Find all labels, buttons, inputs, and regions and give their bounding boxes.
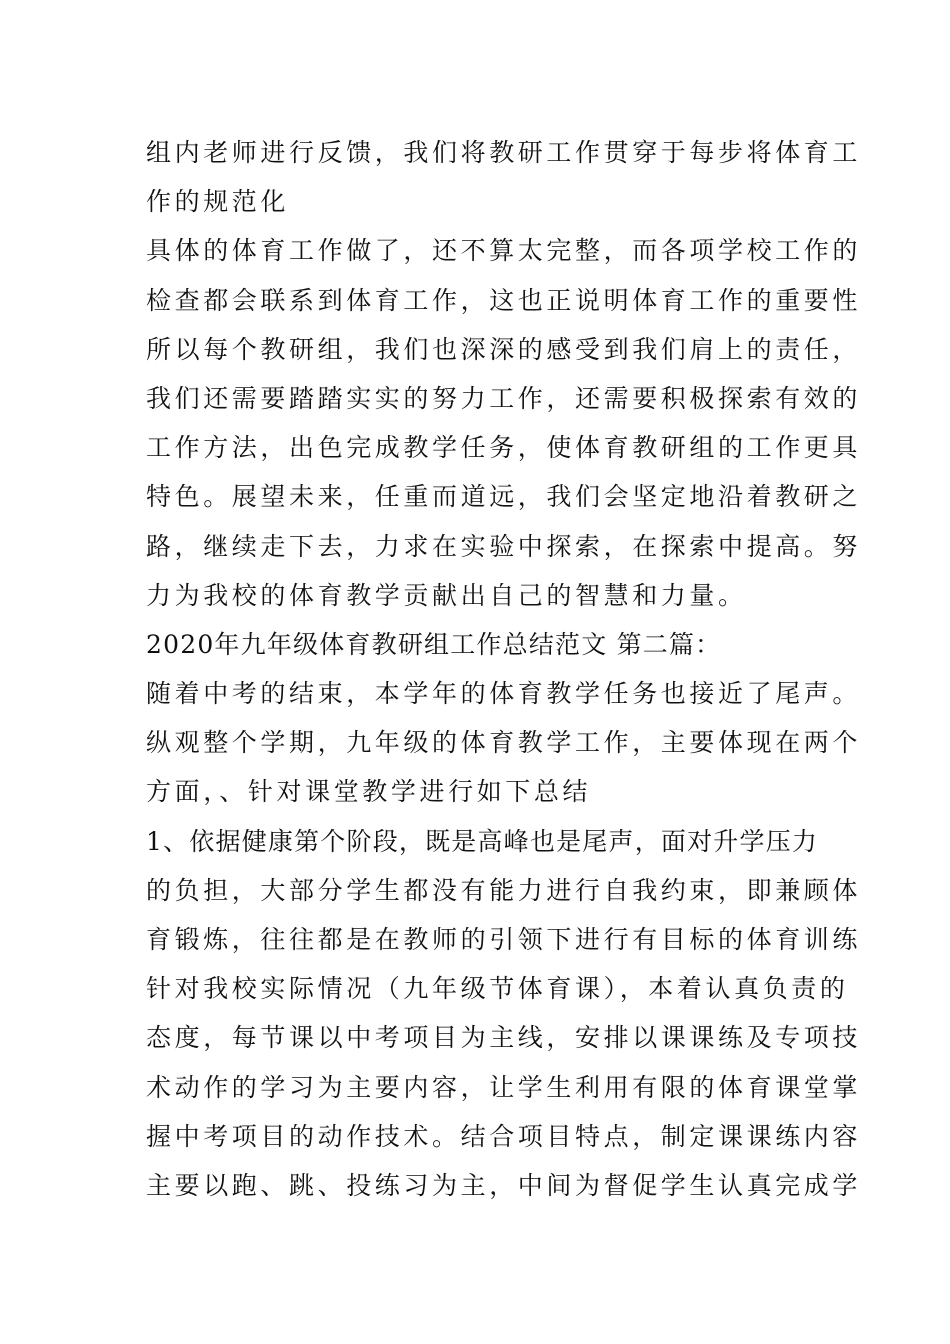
text-line: 术动作的学习为主要内容，让学生利用有限的体育课堂掌 [146, 1072, 862, 1102]
text-line: 作的规范化 [146, 187, 290, 217]
text-line: 我们还需要踏踏实实的努力工作，还需要积极探索有效的 [146, 383, 862, 413]
text-line: 力为我校的体育教学贡献出自己的智慧和力量。 [146, 580, 747, 610]
text-line: 的负担，大部分学生都没有能力进行自我约束，即兼顾体 [146, 875, 862, 905]
text-line: 1、依据健康第个阶段，既是高峰也是尾声，面对升学压力 [146, 826, 819, 856]
text-line: 纵观整个学期，九年级的体育教学工作，主要体现在两个 [146, 728, 862, 758]
text-line: 态度，每节课以中考项目为主线，安排以课课练及专项技 [146, 1023, 862, 1053]
body-text [146, 128, 862, 1210]
section-heading: 2020年九年级体育教研组工作总结范文 第二篇： [146, 629, 722, 659]
text-line: 主要以跑、跳、投练习为主，中间为督促学生认真完成学 [146, 1170, 862, 1200]
text-line: 握中考项目的动作技术。结合项目特点，制定课课练内容 [146, 1121, 862, 1151]
text-line: 育锻炼，往往都是在教师的引领下进行有目标的体育训练 [146, 925, 862, 954]
text-line: 方面，、针对课堂教学进行如下总结 [146, 777, 592, 807]
text-line: 随着中考的结束，本学年的体育教学任务也接近了尾声。 [146, 679, 862, 709]
text-line: 组内老师进行反馈，我们将教研工作贯穿于每步将体育工 [146, 138, 862, 167]
text-line: 工作方法，出色完成教学任务，使体育教研组的工作更具 [146, 433, 862, 463]
text-line: 针对我校实际情况（九年级节体育课），本着认真负责的 [146, 974, 849, 1004]
text-line: 检查都会联系到体育工作，这也正说明体育工作的重要性 [146, 285, 862, 315]
text-line: 路，继续走下去，力求在实验中探索，在探索中提高。努 [146, 531, 862, 561]
text-line: 具体的体育工作做了，还不算太完整，而各项学校工作的 [146, 236, 862, 266]
text-line: 特色。展望未来，任重而道远，我们会坚定地沿着教研之 [146, 482, 862, 512]
text-line: 所以每个教研组，我们也深深的感受到我们肩上的责任， [146, 334, 862, 364]
